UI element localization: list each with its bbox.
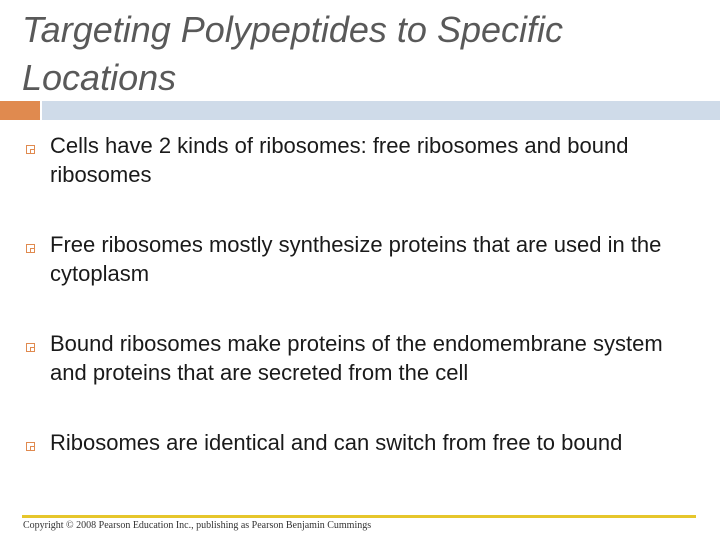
slide-title: Targeting Polypeptides to Specific Locations [22, 9, 564, 98]
bullet-text: Cells have 2 kinds of ribosomes: free ribosomes and bound ribosomes [50, 133, 629, 187]
square-bullet-icon [26, 343, 35, 352]
square-bullet-icon [26, 145, 35, 154]
bullet-text: Free ribosomes mostly synthesize proteins that are used in the cytoplasm [50, 232, 662, 286]
square-bullet-icon [26, 244, 35, 253]
square-bullet-icon [26, 442, 35, 451]
footer-rule [22, 515, 696, 518]
bullet-text: Bound ribosomes make proteins of the endomembrane system and proteins that are secreted from the cell [50, 331, 663, 385]
title-accent-bar-blue [42, 101, 720, 120]
copyright-notice: Copyright © 2008 Pearson Education Inc., publishing as Pearson Benjamin Cummings [23, 520, 372, 531]
title-accent-bar-orange [0, 101, 40, 120]
bullet-text: Ribosomes are identical and can switch from free to bound [50, 430, 623, 455]
